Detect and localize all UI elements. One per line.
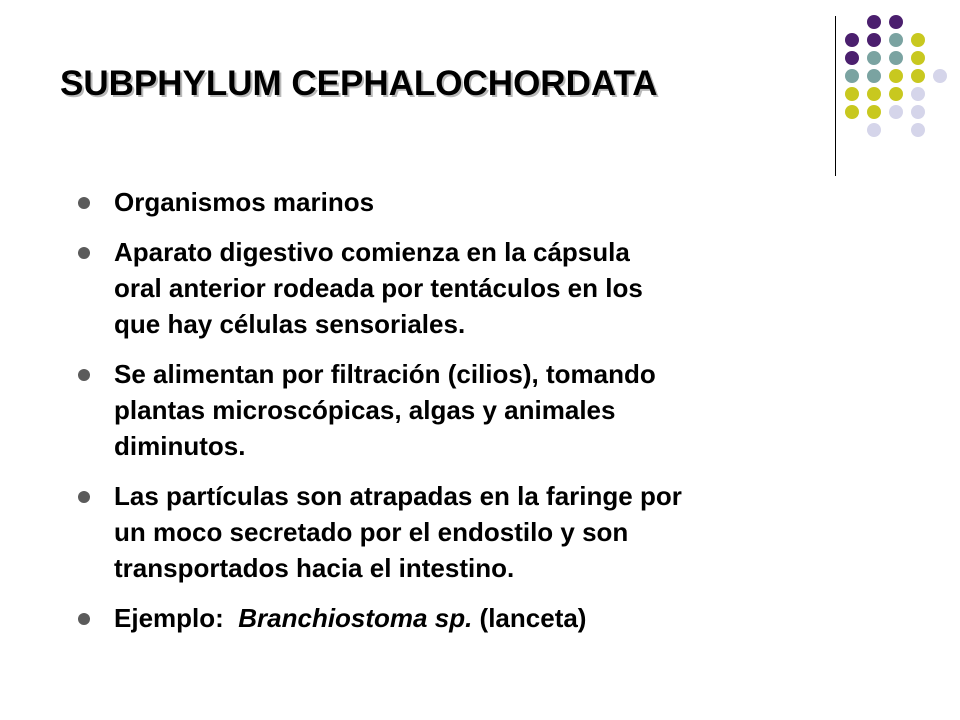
bullet-item — [78, 184, 878, 220]
decorative-dot — [845, 33, 859, 47]
decorative-dot — [867, 105, 881, 119]
decorative-dot — [867, 33, 881, 47]
decorative-dot — [845, 105, 859, 119]
decorative-dot — [911, 87, 925, 101]
example-label: Ejemplo: — [114, 603, 224, 633]
bullet-line: plantas microscópicas, algas y animales — [114, 395, 616, 425]
decorative-dot — [889, 105, 903, 119]
decorative-dot — [911, 69, 925, 83]
decorative-dot — [867, 69, 881, 83]
decorative-dot — [867, 87, 881, 101]
decorative-dot — [911, 33, 925, 47]
example-species: Branchiostoma sp. — [238, 603, 473, 633]
bullet-item — [78, 356, 878, 464]
decorative-dot — [867, 123, 881, 137]
bullet-list — [78, 184, 878, 650]
decorative-dot — [889, 33, 903, 47]
bullet-dot-icon — [78, 197, 90, 209]
decorative-dot — [889, 69, 903, 83]
bullet-dot-icon — [78, 369, 90, 381]
bullet-line: diminutos. — [114, 431, 246, 461]
bullet-line: un moco secretado por el endostilo y son — [114, 517, 629, 547]
decorative-dot — [889, 51, 903, 65]
decorative-dot — [911, 51, 925, 65]
bullet-line: transportados hacia el intestino. — [114, 553, 515, 583]
bullet-line: Se alimentan por filtración (cilios), tomando — [114, 359, 656, 389]
decorative-dot — [889, 15, 903, 29]
decorative-dot — [911, 105, 925, 119]
decorative-dot — [911, 123, 925, 137]
bullet-dot-icon — [78, 613, 90, 625]
decorative-dot — [845, 51, 859, 65]
decorative-dot — [845, 87, 859, 101]
bullet-item — [78, 478, 878, 586]
example-common-name: (lanceta) — [479, 603, 587, 633]
bullet-line: Organismos marinos — [114, 187, 375, 217]
decorative-dot — [845, 69, 859, 83]
bullet-dot-icon — [78, 491, 90, 503]
bullet-item — [78, 234, 878, 342]
bullet-dot-icon — [78, 247, 90, 259]
bullet-item-example — [78, 600, 878, 636]
slide-title: SUBPHYLUM CEPHALOCHORDATA — [60, 64, 658, 103]
decorative-dot — [867, 15, 881, 29]
decorative-dot — [933, 69, 947, 83]
bullet-line: oral anterior rodeada por tentáculos en los — [114, 273, 643, 303]
decorative-divider-line — [835, 16, 836, 176]
bullet-line: Aparato digestivo comienza en la cápsula — [114, 237, 630, 267]
bullet-line: Las partículas son atrapadas en la faringe por — [114, 481, 682, 511]
decorative-dot — [867, 51, 881, 65]
bullet-line: que hay células sensoriales. — [114, 309, 466, 339]
decorative-dot — [889, 87, 903, 101]
